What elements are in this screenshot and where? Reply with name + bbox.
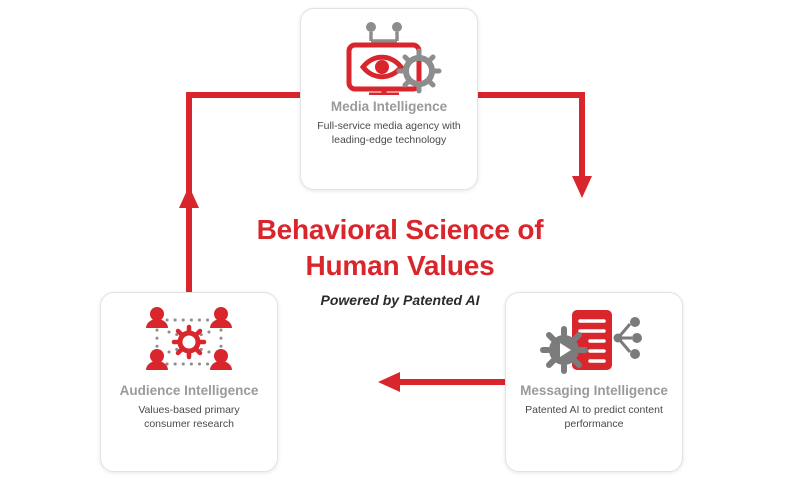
card-media-intelligence[interactable] bbox=[300, 8, 478, 190]
headline-line-2: Human Values bbox=[305, 249, 495, 281]
card-title: Media Intelligence bbox=[330, 99, 448, 114]
monitor-eye-gear-icon bbox=[301, 19, 477, 97]
headline-line-1: Behavioral Science of bbox=[256, 214, 544, 245]
card-description-line-2: leading-edge technology bbox=[331, 134, 447, 147]
card-description bbox=[506, 403, 682, 431]
card-messaging-intelligence[interactable] bbox=[505, 292, 683, 472]
card-description-line-1: Patented AI to predict content bbox=[525, 404, 663, 416]
card-description bbox=[101, 403, 277, 431]
people-network-gear-icon bbox=[101, 303, 277, 381]
card-description-line-2: performance bbox=[564, 418, 624, 431]
card-description-line-2: consumer research bbox=[144, 418, 234, 431]
card-description bbox=[301, 119, 477, 147]
card-title: Messaging Intelligence bbox=[520, 383, 668, 398]
card-description-line-1: Full-service media agency with bbox=[317, 120, 461, 132]
card-audience-intelligence[interactable] bbox=[100, 292, 278, 472]
headline-subtitle: Powered by Patented AI bbox=[320, 291, 480, 308]
headline-text bbox=[200, 212, 600, 284]
card-title: Audience Intelligence bbox=[119, 383, 259, 398]
card-description-line-1: Values-based primary bbox=[138, 404, 240, 416]
document-gear-network-icon bbox=[506, 303, 682, 381]
